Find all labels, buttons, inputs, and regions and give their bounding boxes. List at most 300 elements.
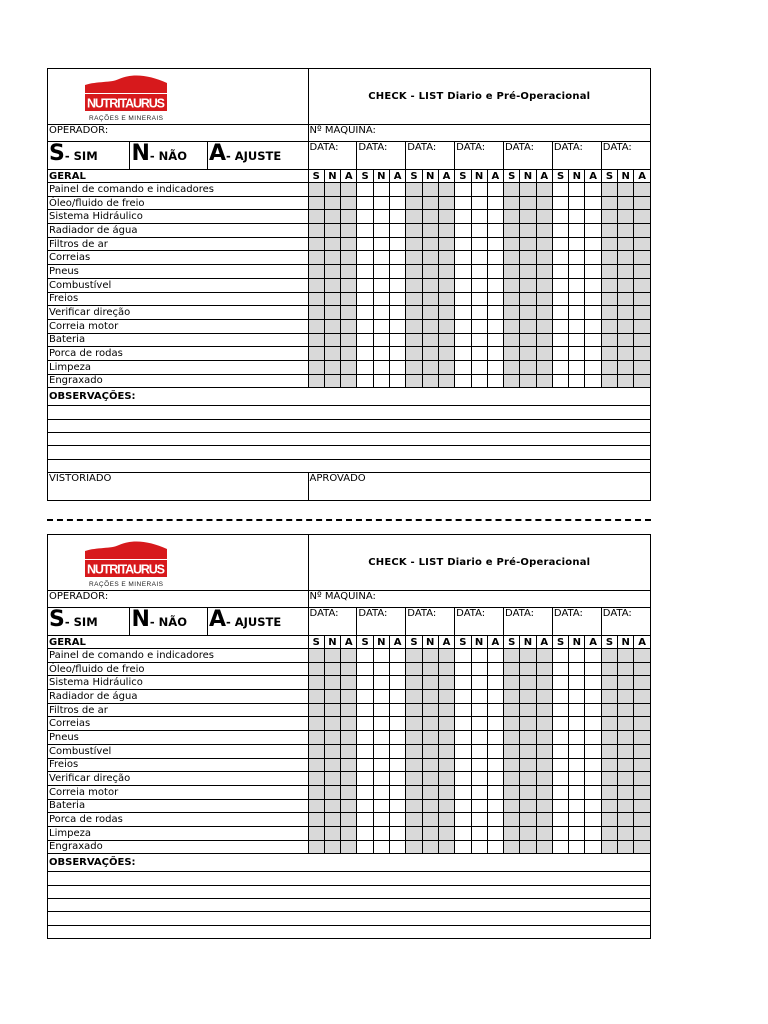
check-cell[interactable] (308, 662, 324, 676)
check-cell[interactable] (373, 237, 389, 251)
date-field[interactable]: DATA: (406, 142, 455, 170)
check-cell[interactable] (471, 251, 487, 265)
date-field[interactable]: DATA: (552, 608, 601, 636)
check-cell[interactable] (324, 676, 340, 690)
check-cell[interactable] (308, 744, 324, 758)
check-cell[interactable] (536, 292, 552, 306)
check-cell[interactable] (504, 690, 520, 704)
check-cell[interactable] (552, 237, 568, 251)
check-cell[interactable] (455, 772, 471, 786)
check-cell[interactable] (634, 662, 651, 676)
check-cell[interactable] (341, 772, 357, 786)
check-cell[interactable] (308, 196, 324, 210)
check-cell[interactable] (438, 292, 454, 306)
check-cell[interactable] (536, 717, 552, 731)
check-cell[interactable] (569, 360, 585, 374)
check-cell[interactable] (438, 799, 454, 813)
check-cell[interactable] (471, 347, 487, 361)
check-cell[interactable] (618, 744, 634, 758)
check-cell[interactable] (471, 662, 487, 676)
check-cell[interactable] (389, 210, 405, 224)
check-cell[interactable] (504, 374, 520, 388)
check-cell[interactable] (536, 237, 552, 251)
check-cell[interactable] (308, 758, 324, 772)
date-field[interactable]: DATA: (601, 608, 650, 636)
check-cell[interactable] (406, 731, 422, 745)
check-cell[interactable] (569, 758, 585, 772)
check-cell[interactable] (520, 374, 536, 388)
check-cell[interactable] (471, 196, 487, 210)
check-cell[interactable] (471, 306, 487, 320)
check-cell[interactable] (357, 183, 373, 197)
check-cell[interactable] (487, 840, 503, 854)
check-cell[interactable] (487, 306, 503, 320)
check-cell[interactable] (552, 360, 568, 374)
check-cell[interactable] (341, 840, 357, 854)
check-cell[interactable] (601, 826, 617, 840)
check-cell[interactable] (341, 703, 357, 717)
check-cell[interactable] (504, 347, 520, 361)
check-cell[interactable] (341, 717, 357, 731)
check-cell[interactable] (406, 813, 422, 827)
check-cell[interactable] (585, 374, 601, 388)
check-cell[interactable] (324, 813, 340, 827)
check-cell[interactable] (487, 251, 503, 265)
check-cell[interactable] (406, 196, 422, 210)
check-cell[interactable] (585, 210, 601, 224)
check-cell[interactable] (438, 676, 454, 690)
check-cell[interactable] (487, 319, 503, 333)
check-cell[interactable] (504, 649, 520, 663)
check-cell[interactable] (601, 251, 617, 265)
check-cell[interactable] (585, 224, 601, 238)
check-cell[interactable] (520, 183, 536, 197)
check-cell[interactable] (520, 813, 536, 827)
check-cell[interactable] (324, 731, 340, 745)
check-cell[interactable] (487, 278, 503, 292)
check-cell[interactable] (406, 237, 422, 251)
check-cell[interactable] (634, 347, 651, 361)
check-cell[interactable] (341, 183, 357, 197)
check-cell[interactable] (618, 183, 634, 197)
check-cell[interactable] (357, 662, 373, 676)
check-cell[interactable] (373, 826, 389, 840)
observations-line[interactable] (48, 912, 651, 925)
check-cell[interactable] (373, 265, 389, 279)
observations-line[interactable] (48, 925, 651, 938)
check-cell[interactable] (520, 717, 536, 731)
check-cell[interactable] (389, 676, 405, 690)
check-cell[interactable] (552, 840, 568, 854)
check-cell[interactable] (634, 813, 651, 827)
check-cell[interactable] (569, 731, 585, 745)
check-cell[interactable] (634, 772, 651, 786)
check-cell[interactable] (520, 785, 536, 799)
check-cell[interactable] (373, 785, 389, 799)
check-cell[interactable] (552, 717, 568, 731)
check-cell[interactable] (341, 251, 357, 265)
check-cell[interactable] (341, 347, 357, 361)
check-cell[interactable] (552, 703, 568, 717)
check-cell[interactable] (601, 319, 617, 333)
check-cell[interactable] (618, 306, 634, 320)
check-cell[interactable] (422, 826, 438, 840)
check-cell[interactable] (487, 744, 503, 758)
check-cell[interactable] (341, 292, 357, 306)
check-cell[interactable] (520, 826, 536, 840)
check-cell[interactable] (422, 649, 438, 663)
check-cell[interactable] (552, 333, 568, 347)
check-cell[interactable] (601, 703, 617, 717)
check-cell[interactable] (455, 196, 471, 210)
check-cell[interactable] (357, 690, 373, 704)
check-cell[interactable] (585, 251, 601, 265)
check-cell[interactable] (455, 183, 471, 197)
check-cell[interactable] (455, 676, 471, 690)
check-cell[interactable] (422, 183, 438, 197)
check-cell[interactable] (601, 717, 617, 731)
approved-field[interactable] (308, 472, 650, 500)
check-cell[interactable] (520, 690, 536, 704)
date-field[interactable]: DATA: (406, 608, 455, 636)
check-cell[interactable] (406, 826, 422, 840)
check-cell[interactable] (308, 772, 324, 786)
check-cell[interactable] (634, 826, 651, 840)
check-cell[interactable] (422, 347, 438, 361)
check-cell[interactable] (569, 717, 585, 731)
check-cell[interactable] (471, 703, 487, 717)
check-cell[interactable] (324, 374, 340, 388)
check-cell[interactable] (601, 196, 617, 210)
check-cell[interactable] (308, 237, 324, 251)
check-cell[interactable] (569, 662, 585, 676)
check-cell[interactable] (373, 360, 389, 374)
check-cell[interactable] (455, 717, 471, 731)
check-cell[interactable] (601, 731, 617, 745)
check-cell[interactable] (438, 278, 454, 292)
check-cell[interactable] (357, 210, 373, 224)
check-cell[interactable] (471, 785, 487, 799)
check-cell[interactable] (634, 210, 651, 224)
check-cell[interactable] (601, 292, 617, 306)
check-cell[interactable] (357, 676, 373, 690)
check-cell[interactable] (341, 374, 357, 388)
check-cell[interactable] (422, 251, 438, 265)
check-cell[interactable] (455, 292, 471, 306)
check-cell[interactable] (373, 717, 389, 731)
check-cell[interactable] (536, 731, 552, 745)
observations-line[interactable] (48, 885, 651, 898)
check-cell[interactable] (357, 785, 373, 799)
check-cell[interactable] (389, 360, 405, 374)
check-cell[interactable] (618, 265, 634, 279)
check-cell[interactable] (634, 717, 651, 731)
check-cell[interactable] (487, 360, 503, 374)
check-cell[interactable] (552, 676, 568, 690)
check-cell[interactable] (455, 374, 471, 388)
check-cell[interactable] (618, 826, 634, 840)
check-cell[interactable] (373, 799, 389, 813)
check-cell[interactable] (324, 333, 340, 347)
check-cell[interactable] (520, 840, 536, 854)
check-cell[interactable] (324, 758, 340, 772)
check-cell[interactable] (487, 210, 503, 224)
check-cell[interactable] (324, 251, 340, 265)
check-cell[interactable] (520, 744, 536, 758)
check-cell[interactable] (389, 183, 405, 197)
check-cell[interactable] (618, 319, 634, 333)
check-cell[interactable] (504, 292, 520, 306)
check-cell[interactable] (389, 813, 405, 827)
check-cell[interactable] (487, 731, 503, 745)
check-cell[interactable] (406, 717, 422, 731)
check-cell[interactable] (373, 374, 389, 388)
check-cell[interactable] (308, 347, 324, 361)
check-cell[interactable] (357, 319, 373, 333)
check-cell[interactable] (341, 265, 357, 279)
check-cell[interactable] (471, 278, 487, 292)
check-cell[interactable] (389, 196, 405, 210)
check-cell[interactable] (536, 772, 552, 786)
check-cell[interactable] (373, 183, 389, 197)
check-cell[interactable] (455, 813, 471, 827)
check-cell[interactable] (308, 210, 324, 224)
check-cell[interactable] (634, 251, 651, 265)
check-cell[interactable] (504, 826, 520, 840)
check-cell[interactable] (487, 224, 503, 238)
check-cell[interactable] (601, 347, 617, 361)
check-cell[interactable] (357, 649, 373, 663)
check-cell[interactable] (487, 333, 503, 347)
check-cell[interactable] (308, 799, 324, 813)
check-cell[interactable] (536, 333, 552, 347)
check-cell[interactable] (471, 360, 487, 374)
check-cell[interactable] (634, 840, 651, 854)
check-cell[interactable] (487, 826, 503, 840)
check-cell[interactable] (422, 799, 438, 813)
check-cell[interactable] (373, 676, 389, 690)
check-cell[interactable] (487, 183, 503, 197)
check-cell[interactable] (438, 826, 454, 840)
check-cell[interactable] (341, 826, 357, 840)
check-cell[interactable] (373, 662, 389, 676)
check-cell[interactable] (324, 840, 340, 854)
check-cell[interactable] (406, 319, 422, 333)
check-cell[interactable] (569, 292, 585, 306)
check-cell[interactable] (357, 360, 373, 374)
check-cell[interactable] (552, 744, 568, 758)
machine-number-field[interactable] (308, 591, 650, 608)
check-cell[interactable] (504, 278, 520, 292)
check-cell[interactable] (438, 703, 454, 717)
check-cell[interactable] (585, 360, 601, 374)
check-cell[interactable] (389, 731, 405, 745)
check-cell[interactable] (618, 251, 634, 265)
check-cell[interactable] (471, 799, 487, 813)
check-cell[interactable] (634, 676, 651, 690)
check-cell[interactable] (389, 347, 405, 361)
check-cell[interactable] (373, 319, 389, 333)
check-cell[interactable] (536, 690, 552, 704)
check-cell[interactable] (422, 785, 438, 799)
check-cell[interactable] (585, 662, 601, 676)
check-cell[interactable] (504, 237, 520, 251)
check-cell[interactable] (618, 813, 634, 827)
check-cell[interactable] (585, 690, 601, 704)
check-cell[interactable] (389, 826, 405, 840)
check-cell[interactable] (536, 840, 552, 854)
check-cell[interactable] (601, 690, 617, 704)
check-cell[interactable] (536, 826, 552, 840)
check-cell[interactable] (552, 251, 568, 265)
check-cell[interactable] (520, 306, 536, 320)
check-cell[interactable] (569, 319, 585, 333)
check-cell[interactable] (471, 333, 487, 347)
date-field[interactable]: DATA: (601, 142, 650, 170)
check-cell[interactable] (389, 237, 405, 251)
check-cell[interactable] (341, 690, 357, 704)
check-cell[interactable] (422, 744, 438, 758)
check-cell[interactable] (552, 785, 568, 799)
check-cell[interactable] (324, 292, 340, 306)
check-cell[interactable] (455, 333, 471, 347)
check-cell[interactable] (601, 744, 617, 758)
check-cell[interactable] (324, 237, 340, 251)
check-cell[interactable] (618, 649, 634, 663)
check-cell[interactable] (569, 265, 585, 279)
check-cell[interactable] (552, 772, 568, 786)
check-cell[interactable] (487, 662, 503, 676)
check-cell[interactable] (308, 690, 324, 704)
check-cell[interactable] (569, 772, 585, 786)
check-cell[interactable] (552, 265, 568, 279)
check-cell[interactable] (406, 772, 422, 786)
check-cell[interactable] (471, 319, 487, 333)
check-cell[interactable] (357, 744, 373, 758)
check-cell[interactable] (438, 690, 454, 704)
check-cell[interactable] (569, 347, 585, 361)
check-cell[interactable] (308, 826, 324, 840)
check-cell[interactable] (585, 703, 601, 717)
check-cell[interactable] (520, 799, 536, 813)
check-cell[interactable] (455, 840, 471, 854)
check-cell[interactable] (585, 278, 601, 292)
check-cell[interactable] (341, 649, 357, 663)
check-cell[interactable] (389, 306, 405, 320)
check-cell[interactable] (308, 731, 324, 745)
check-cell[interactable] (520, 278, 536, 292)
check-cell[interactable] (552, 292, 568, 306)
check-cell[interactable] (389, 662, 405, 676)
check-cell[interactable] (536, 183, 552, 197)
check-cell[interactable] (487, 758, 503, 772)
check-cell[interactable] (504, 224, 520, 238)
check-cell[interactable] (536, 662, 552, 676)
check-cell[interactable] (357, 840, 373, 854)
check-cell[interactable] (487, 265, 503, 279)
check-cell[interactable] (455, 210, 471, 224)
check-cell[interactable] (455, 347, 471, 361)
check-cell[interactable] (618, 799, 634, 813)
check-cell[interactable] (341, 237, 357, 251)
check-cell[interactable] (601, 840, 617, 854)
check-cell[interactable] (324, 703, 340, 717)
check-cell[interactable] (406, 676, 422, 690)
check-cell[interactable] (324, 662, 340, 676)
check-cell[interactable] (422, 731, 438, 745)
check-cell[interactable] (373, 649, 389, 663)
check-cell[interactable] (634, 237, 651, 251)
check-cell[interactable] (618, 758, 634, 772)
check-cell[interactable] (569, 826, 585, 840)
observations-line[interactable] (48, 406, 651, 419)
check-cell[interactable] (504, 799, 520, 813)
check-cell[interactable] (585, 237, 601, 251)
inspected-field[interactable] (48, 472, 309, 500)
check-cell[interactable] (504, 333, 520, 347)
check-cell[interactable] (422, 306, 438, 320)
check-cell[interactable] (341, 333, 357, 347)
check-cell[interactable] (389, 333, 405, 347)
check-cell[interactable] (341, 196, 357, 210)
check-cell[interactable] (634, 799, 651, 813)
check-cell[interactable] (634, 649, 651, 663)
check-cell[interactable] (308, 360, 324, 374)
check-cell[interactable] (341, 676, 357, 690)
check-cell[interactable] (569, 744, 585, 758)
check-cell[interactable] (487, 676, 503, 690)
operator-field[interactable] (48, 591, 309, 608)
check-cell[interactable] (422, 224, 438, 238)
check-cell[interactable] (618, 374, 634, 388)
check-cell[interactable] (520, 210, 536, 224)
check-cell[interactable] (308, 333, 324, 347)
check-cell[interactable] (618, 840, 634, 854)
check-cell[interactable] (601, 278, 617, 292)
check-cell[interactable] (324, 347, 340, 361)
check-cell[interactable] (569, 374, 585, 388)
check-cell[interactable] (341, 758, 357, 772)
check-cell[interactable] (618, 292, 634, 306)
check-cell[interactable] (471, 676, 487, 690)
check-cell[interactable] (455, 237, 471, 251)
check-cell[interactable] (389, 703, 405, 717)
check-cell[interactable] (308, 183, 324, 197)
check-cell[interactable] (341, 785, 357, 799)
check-cell[interactable] (634, 278, 651, 292)
check-cell[interactable] (422, 278, 438, 292)
check-cell[interactable] (438, 744, 454, 758)
check-cell[interactable] (389, 690, 405, 704)
date-field[interactable]: DATA: (308, 142, 357, 170)
check-cell[interactable] (438, 785, 454, 799)
check-cell[interactable] (389, 374, 405, 388)
check-cell[interactable] (487, 690, 503, 704)
check-cell[interactable] (324, 717, 340, 731)
check-cell[interactable] (471, 292, 487, 306)
check-cell[interactable] (536, 319, 552, 333)
check-cell[interactable] (601, 360, 617, 374)
check-cell[interactable] (438, 347, 454, 361)
check-cell[interactable] (618, 347, 634, 361)
check-cell[interactable] (601, 772, 617, 786)
check-cell[interactable] (357, 374, 373, 388)
check-cell[interactable] (487, 374, 503, 388)
check-cell[interactable] (601, 265, 617, 279)
check-cell[interactable] (438, 183, 454, 197)
check-cell[interactable] (536, 813, 552, 827)
check-cell[interactable] (438, 649, 454, 663)
